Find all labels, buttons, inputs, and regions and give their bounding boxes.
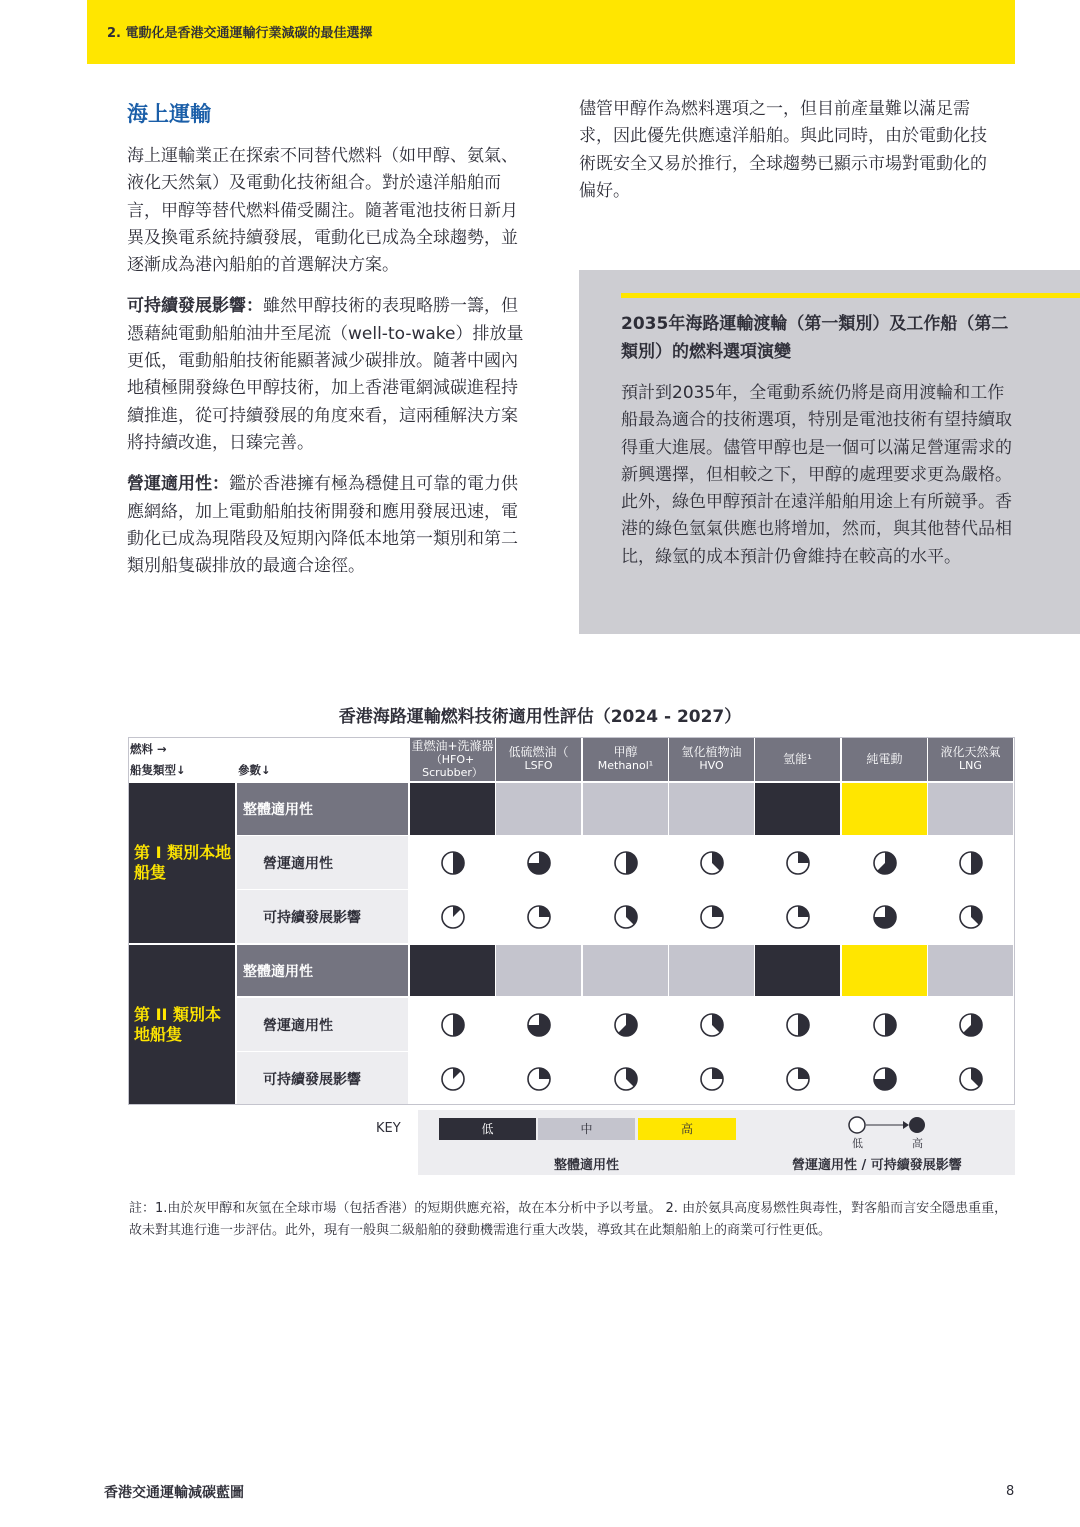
fuel-header-line: （HFO+ xyxy=(430,752,475,766)
operational-rating-cell xyxy=(669,836,754,889)
left-column xyxy=(127,143,532,594)
footnote: 註：1.由於灰甲醇和灰氫在全球市場（包括香港）的短期供應充裕，故在本分析中予以考量。 2. 由於氨具高度易燃性與毒性，對客船而言安全隱患重重，故未對其進行進一步評估。此外，現有一般與二級船舶的發動機需進行重大改裝，導致其在此類船舶上的商業可行性更低。 xyxy=(129,1201,1008,1238)
operational-rating-cell xyxy=(496,836,581,889)
harvey-ball-icon xyxy=(699,1012,725,1038)
corner-param-label: 參數↓ xyxy=(238,763,271,777)
operational-rating-cell xyxy=(583,998,668,1051)
fuel-header-line: Scrubber） xyxy=(422,765,483,779)
param-overall-label: 整體適用性 xyxy=(237,783,408,835)
sustainability-rating-cell xyxy=(583,890,668,943)
right-column: 儘管甲醇作為燃料選項之一，但目前產量難以滿足需求，因此優先供應遠洋船舶。與此同時，由於電動化技術既安全又易於推行，全球趨勢已顯示市場對電動化的偏好。 xyxy=(579,99,987,201)
pie-fill xyxy=(453,852,464,874)
header-text: 2. 電動化是香港交通運輸行業減碳的最佳選擇 xyxy=(107,26,373,41)
harvey-ball-icon xyxy=(785,1012,811,1038)
paragraph-label: 可持續發展影響： xyxy=(127,296,263,317)
sustainability-rating-cell xyxy=(928,1052,1013,1105)
harvey-ball-icon xyxy=(958,850,984,876)
overall-rating-cell xyxy=(410,945,495,996)
fuel-header-line: 氫化植物油 xyxy=(681,745,742,759)
fuel-header xyxy=(496,737,581,781)
sustainability-rating-cell xyxy=(496,890,581,943)
fuel-header-line: 重燃油+洗滌器 xyxy=(411,738,494,753)
harvey-ball-icon xyxy=(699,1066,725,1092)
operational-rating-cell xyxy=(583,836,668,889)
key-mid-box: 中 xyxy=(538,1118,635,1140)
harvey-ball-icon xyxy=(526,904,552,930)
harvey-ball-icon xyxy=(872,1012,898,1038)
chart-title: 香港海路運輸燃料技術適用性評估（2024 - 2027） xyxy=(338,707,742,727)
overall-rating-cell xyxy=(842,945,927,996)
sustainability-rating-cell xyxy=(669,890,754,943)
harvey-ball-icon xyxy=(440,1012,466,1038)
pie-fill xyxy=(453,1014,464,1036)
key-full-circle-icon xyxy=(909,1117,925,1133)
overall-rating-cell xyxy=(669,945,754,996)
fuel-header-line: 液化天然氣 xyxy=(940,745,1001,759)
pie-fill xyxy=(539,1068,550,1079)
key-pie-low: 低 xyxy=(852,1137,863,1150)
paragraph-text: 雖然甲醇技術的表現略勝一籌，但憑藉純電動船舶油井至尾流（well-to-wake）排放量更低，電動船舶技術能顯著減少碳排放。隨著中國內地積極開發綠色甲醇技術，加上香港電網減碳進程持續推進，從可持續發展的角度來看，這兩種解決方案將持續改進，日臻完善。 xyxy=(127,296,524,453)
key-pie-scale xyxy=(845,1113,935,1137)
harvey-ball-icon xyxy=(872,1066,898,1092)
operational-rating-cell xyxy=(410,998,495,1051)
operational-rating-cell xyxy=(755,836,840,889)
fuel-header-line: 低硫燃油（ xyxy=(508,745,569,759)
pie-fill xyxy=(798,1014,809,1036)
paragraph-text: 鑑於香港擁有極為穩健且可靠的電力供應網絡，加上電動船舶技術開發和應用發展迅速，電動化已成為現階段及短期內降低本地第一類別和第二類別船隻碳排放的最適合途徑。 xyxy=(127,474,518,577)
harvey-ball-icon xyxy=(699,904,725,930)
operational-rating-cell xyxy=(842,836,927,889)
harvey-ball-icon xyxy=(440,904,466,930)
harvey-ball-icon xyxy=(440,1066,466,1092)
vessel-category-label: 第 I 類別本地船隻 xyxy=(128,783,235,943)
key-pie-caption: 營運適用性 / 可持續發展影響 xyxy=(792,1158,962,1173)
sustainability-rating-cell xyxy=(410,1052,495,1105)
harvey-ball-icon xyxy=(440,850,466,876)
sustainability-rating-cell xyxy=(755,1052,840,1105)
overall-rating-cell xyxy=(842,783,927,835)
page-number: 8 xyxy=(1006,1484,1015,1499)
vessel-category-label: 第 II 類別本地船隻 xyxy=(128,945,235,1105)
callout-body: 預計到2035年，全電動系統仍將是商用渡輪和工作船最為適合的技術選項，特別是電池技術有望持續取得重大進展。儘管甲醇也是一個可以滿足營運需求的新興選擇，但相較之下，甲醇的處理要求更為嚴格。此外，綠色甲醇預計在遠洋船舶用途上有所競爭。香港的綠色氫氣供應也將增加，然而，與其他替代品相比，綠氫的成本預計仍會維持在較高的水平。 xyxy=(621,383,1012,567)
fuel-header xyxy=(928,737,1013,781)
fuel-header xyxy=(583,737,668,781)
harvey-ball-icon xyxy=(526,850,552,876)
pie-fill xyxy=(971,852,982,874)
key-low-box: 低 xyxy=(439,1118,536,1140)
operational-rating-cell xyxy=(410,836,495,889)
operational-rating-cell xyxy=(928,998,1013,1051)
operational-rating-cell xyxy=(928,836,1013,889)
harvey-ball-icon xyxy=(872,904,898,930)
overall-rating-cell xyxy=(669,783,754,835)
fuel-header-line: 氫能¹ xyxy=(783,751,812,766)
sustainability-rating-cell xyxy=(496,1052,581,1105)
sustainability-rating-cell xyxy=(583,1052,668,1105)
key-label: KEY xyxy=(376,1121,401,1136)
pie-fill xyxy=(798,1068,809,1079)
callout-box xyxy=(579,270,1080,634)
pie-fill xyxy=(798,906,809,917)
pie-fill xyxy=(626,852,637,874)
fuel-header xyxy=(669,737,754,781)
left-paragraph-3 xyxy=(127,471,532,580)
sustainability-rating-cell xyxy=(842,1052,927,1105)
overall-rating-cell xyxy=(583,783,668,835)
paragraph-label: 營運適用性： xyxy=(127,474,229,495)
corner-vessel-label: 船隻類型↓ xyxy=(130,763,186,777)
overall-rating-cell xyxy=(928,945,1013,996)
key-empty-circle-icon xyxy=(849,1117,865,1133)
overall-rating-cell xyxy=(928,783,1013,835)
overall-rating-cell xyxy=(755,783,840,835)
harvey-ball-icon xyxy=(958,904,984,930)
fuel-header-line: LNG xyxy=(959,759,982,772)
corner-fuel-label: 燃料 → xyxy=(130,742,167,756)
harvey-ball-icon xyxy=(785,1066,811,1092)
overall-rating-cell xyxy=(496,783,581,835)
operational-rating-cell xyxy=(755,998,840,1051)
param-operational-label: 營運適用性 xyxy=(237,836,408,889)
overall-rating-cell xyxy=(496,945,581,996)
param-operational-label: 營運適用性 xyxy=(237,998,408,1051)
section-title: 海上運輸 xyxy=(127,102,211,126)
overall-rating-cell xyxy=(583,945,668,996)
operational-rating-cell xyxy=(496,998,581,1051)
fuel-header-line: 甲醇 xyxy=(613,745,638,759)
callout-title: 2035年海路運輸渡輪（第一類別）及工作船（第二類別）的燃料選項演變 xyxy=(621,314,1009,362)
sustainability-rating-cell xyxy=(928,890,1013,943)
param-sustainability-label: 可持續發展影響 xyxy=(237,1052,408,1105)
overall-rating-cell xyxy=(410,783,495,835)
harvey-ball-icon xyxy=(785,850,811,876)
overall-rating-cell xyxy=(755,945,840,996)
key-pie-high: 高 xyxy=(912,1137,923,1150)
harvey-ball-icon xyxy=(872,850,898,876)
harvey-ball-icon xyxy=(785,904,811,930)
operational-rating-cell xyxy=(669,998,754,1051)
left-paragraph-1: 海上運輸業正在探索不同替代燃料（如甲醇、氨氣、液化天然氣）及電動化技術組合。對於遠洋船舶而言，甲醇等替代燃料備受關注。隨著電池技術日新月異及換電系統持續發展，電動化已成為全球趨勢，並逐漸成為港內船舶的首選解決方案。 xyxy=(127,146,518,276)
pie-fill xyxy=(539,906,550,917)
pie-fill xyxy=(885,1014,896,1036)
pie-fill xyxy=(712,906,723,917)
harvey-ball-icon xyxy=(958,1066,984,1092)
harvey-ball-icon xyxy=(613,904,639,930)
key-overall-caption: 整體適用性 xyxy=(554,1158,620,1173)
harvey-ball-icon xyxy=(613,1012,639,1038)
fuel-header-line: Methanol¹ xyxy=(597,759,654,772)
header-bar xyxy=(87,0,1015,64)
footer-title: 香港交通運輸減碳藍圖 xyxy=(104,1485,244,1501)
sustainability-rating-cell xyxy=(842,890,927,943)
operational-rating-cell xyxy=(842,998,927,1051)
pie-fill xyxy=(798,852,809,863)
fuel-header-line: HVO xyxy=(699,759,724,772)
key-arrow-head-icon xyxy=(903,1121,909,1129)
fuel-header xyxy=(755,737,840,781)
fuel-header-line: LSFO xyxy=(524,759,553,772)
key-high-box: 高 xyxy=(638,1118,736,1140)
fuel-header xyxy=(410,737,495,781)
param-sustainability-label: 可持續發展影響 xyxy=(237,890,408,943)
fuel-header xyxy=(842,737,927,781)
param-overall-label: 整體適用性 xyxy=(237,945,408,996)
harvey-ball-icon xyxy=(526,1012,552,1038)
sustainability-rating-cell xyxy=(755,890,840,943)
fuel-header-line: 純電動 xyxy=(866,751,903,766)
callout-rule xyxy=(621,293,1080,298)
harvey-ball-icon xyxy=(958,1012,984,1038)
harvey-ball-icon xyxy=(526,1066,552,1092)
assessment-matrix xyxy=(128,737,1015,1105)
left-paragraph-2 xyxy=(127,293,532,457)
harvey-ball-icon xyxy=(699,850,725,876)
sustainability-rating-cell xyxy=(410,890,495,943)
harvey-ball-icon xyxy=(613,850,639,876)
sustainability-rating-cell xyxy=(669,1052,754,1105)
harvey-ball-icon xyxy=(613,1066,639,1092)
pie-fill xyxy=(712,1068,723,1079)
